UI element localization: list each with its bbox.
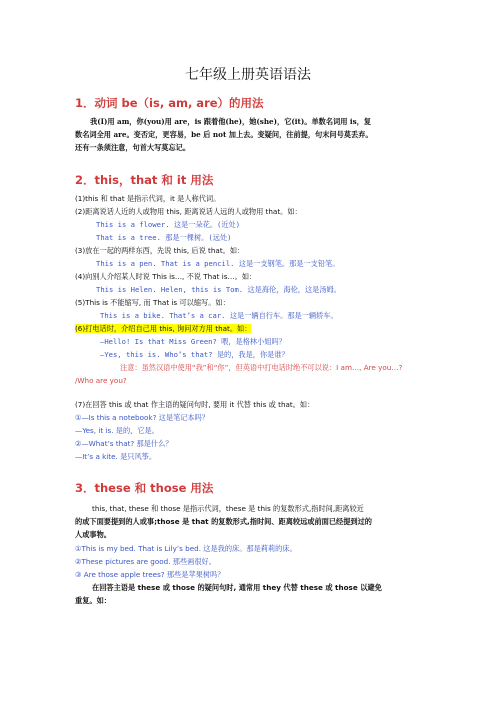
s2-example-3: This is a pen. That is a pencil. 这是一支钢笔。那是一支铅笔。 (96, 259, 340, 268)
s2-rule-6 (75, 324, 251, 334)
s3-line-2: 的或下面要提到的人或事;those 是 that 的复数形式,指时间、距离较远或前面已经提到过的 (75, 517, 372, 526)
s2-rule-1: (1)this 和 that 是指示代词，it 是人称代词。 (75, 194, 221, 203)
s2-example-2a: This is a flower. 这是一朵花。(近处) (96, 220, 241, 229)
section-1-heading: 1．动词 be（is, am, are）的用法 (75, 96, 264, 110)
s1-line-1: 我(I)用 am，你(you)用 are，is 跟着他(he)，她(she)，它(it)。单数名词用 is，复 (90, 117, 372, 126)
s2-rule-4: (4)向别人介绍某人时说 This is…, 不说 That is…。如： (75, 272, 257, 281)
s3-example-3: ③ Are those apple trees? 那些是苹果树吗？ (75, 570, 225, 579)
s3-line-3: 人或事物。 (75, 530, 111, 539)
s2-example-7b: —Yes, it is. 是的，它是。 (75, 426, 159, 435)
s2-example-7d: —It’s a kite. 是只风筝。 (75, 452, 157, 461)
s3-rule-line-2: 重复。如： (75, 596, 111, 605)
s2-example-2b: That is a tree. 那是一棵树。(远处) (96, 233, 232, 242)
section-3-heading: 3．these 和 those 用法 (75, 481, 214, 495)
s2-example-6b: —Yes, this is. Who’s that? 是的，我是，你是谁？ (100, 350, 289, 359)
s2-rule-3: (3)放在一起的两样东西，先说 this, 后说 that。如： (75, 246, 245, 255)
s1-line-2: 数名词全用 are。变否定，更容易，be 后 not 加上去。变疑问，往前提，句末问号莫丢弃。 (75, 130, 373, 139)
s3-line-1: this, that, these 和 those 是指示代词，these 是 this 的复数形式,指时间,距离较近 (92, 504, 364, 513)
s2-example-7c: ②—What’s that? 那是什么？ (75, 439, 173, 448)
s2-rule-7: (7)在回答 this 或 that 作主语的疑问句时, 要用 it 代替 this 或 that。如： (75, 400, 315, 409)
section-2-heading: 2．this，that 和 it 用法 (75, 173, 214, 187)
s1-line-3: 还有一条须注意，句首大写莫忘记。 (75, 143, 191, 152)
s2-note-line-1: 注意：虽然汉语中使用“我”和“你”，但英语中打电话时绝不可以说：I am…, Are you…? (120, 363, 403, 372)
s2-note-line-2: /Who are you? (75, 376, 127, 385)
s2-rule-5: (5)This is 不能缩写, 而 That is 可以缩写。如： (75, 298, 230, 307)
s2-example-4: This is Helen. Helen, this is Tom. 这是海伦，海伦，这是汤姆。 (96, 285, 341, 294)
s2-example-6a: —Hello! Is that Miss Green? 喂，是格林小姐吗？ (100, 337, 286, 346)
s2-example-5: This is a bike. That’s a car. 这是一辆自行车。那是一辆轿车。 (100, 311, 338, 320)
page-title: 七年级上册英语语法 (185, 67, 311, 83)
s2-rule-6-highlight: (6)打电话时，介绍自己用 this, 询问对方用 that。如： (75, 324, 252, 333)
s3-example-1: ①This is my bed. That is Lily’s bed. 这是我的床。那是莉莉的床。 (75, 544, 297, 553)
s3-example-2: ②These pictures are good. 那些画很好。 (75, 557, 216, 566)
s3-rule-line-1: 在回答主语是 these 或 those 的疑问句时, 通常用 they 代替 these 或 those 以避免 (92, 583, 382, 592)
s2-rule-2: (2)距离说话人近的人或物用 this, 距离说话人远的人或物用 that。如： (75, 207, 302, 216)
s2-example-7a: ①—Is this a notebook? 这是笔记本吗？ (75, 413, 209, 422)
